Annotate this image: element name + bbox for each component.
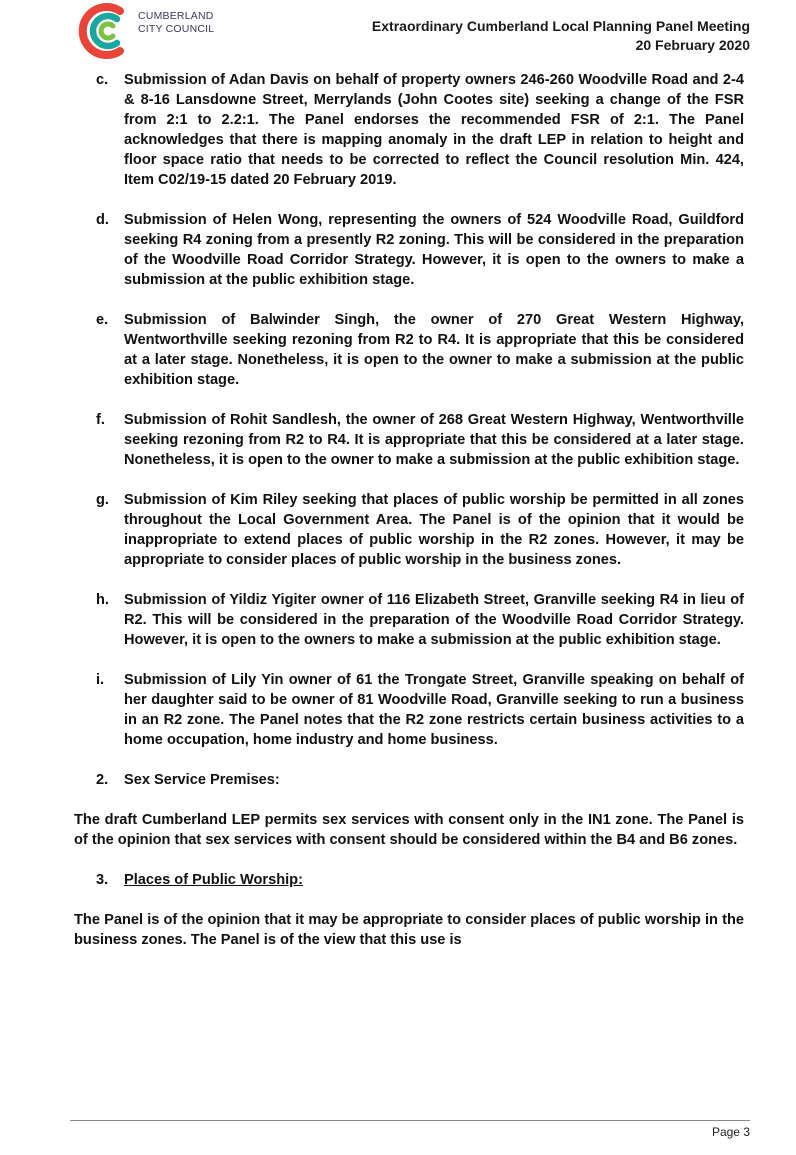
- meeting-title: Extraordinary Cumberland Local Planning Panel Meeting: [371, 18, 750, 34]
- council-name: [138, 10, 214, 36]
- council-name-line2: CITY COUNCIL: [138, 23, 215, 35]
- item-label: g.: [96, 492, 109, 508]
- item-text: Submission of Kim Riley seeking that places of public worship be permitted in all zones throughout the Local Government Area. The Panel is of the opinion that it would be inappropriate to extend places of public worship in the R2 zones. However, it may be appropriate to consider places of public worship in the business zones.: [124, 492, 744, 568]
- item-label: h.: [96, 592, 109, 608]
- footer-divider: [70, 1120, 750, 1121]
- list-item: [74, 310, 744, 390]
- section-title: Places of Public Worship:: [124, 872, 303, 888]
- cumberland-logo-icon: [74, 2, 136, 60]
- item-label: i.: [96, 672, 105, 688]
- list-item: [74, 210, 744, 290]
- page-header: [70, 0, 750, 62]
- item-text: Submission of Rohit Sandlesh, the owner of 268 Great Western Highway, Wentworthville seeking rezoning from R2 to R4. It is appropriate that this be considered at a later stage. Nonetheless, it is open to the owner to make a submission at the public exhibition stage.: [124, 412, 744, 468]
- item-label: d.: [96, 212, 109, 228]
- item-text: Submission of Lily Yin owner of 61 the Trongate Street, Granville speaking on behalf of her daughter said to be owner of 81 Woodville Road, Granville seeking to run a business in an R2 zone. The Panel notes that the R2 zone restricts certain business activities to a home occupation, home industry and home business.: [124, 672, 744, 748]
- document-body: [74, 70, 744, 950]
- item-label: f.: [96, 412, 105, 428]
- council-name-line1: CUMBERLAND: [138, 10, 214, 22]
- item-label: e.: [96, 312, 109, 328]
- item-text: Submission of Yildiz Yigiter owner of 116 Elizabeth Street, Granville seeking R4 in lieu of R2. This will be considered in the preparation of the Woodville Road Corridor Strategy. However, it is open to the owners to make a submission at the public exhibition stage.: [124, 592, 744, 648]
- section-number: 3.: [96, 872, 109, 888]
- list-item: [74, 490, 744, 570]
- item-text: Submission of Adan Davis on behalf of property owners 246-260 Woodville Road and 2-4 & 8-16 Lansdowne Street, Merrylands (John Cootes site) seeking a change of the FSR from 2:1 to 2.2:1. The Panel endorses the recommended FSR of 2:1. The Panel acknowledges that there is mapping anomaly in the draft LEP in relation to height and floor space ratio that needs to be corrected to reflect the Council resolution Min. 424, Item C02/19-15 dated 20 February 2019.: [124, 72, 744, 188]
- meeting-info: [372, 17, 750, 55]
- section-paragraph: The draft Cumberland LEP permits sex services with consent only in the IN1 zone. The Panel is of the opinion that sex services with consent should be considered within the B4 and B6 zones.: [74, 812, 744, 848]
- list-item: [74, 410, 744, 470]
- page-number: Page 3: [711, 1125, 750, 1139]
- list-item: [74, 70, 744, 190]
- section-heading: [74, 870, 744, 890]
- item-label: c.: [96, 72, 109, 88]
- section-heading: [74, 770, 744, 790]
- meeting-date: 20 February 2020: [635, 37, 750, 53]
- list-item: [74, 590, 744, 650]
- section-paragraph: The Panel is of the opinion that it may be appropriate to consider places of public worship in the business zones. The Panel is of the view that this use is: [74, 912, 744, 948]
- list-item: [74, 670, 744, 750]
- section-title: Sex Service Premises:: [124, 772, 280, 788]
- item-text: Submission of Helen Wong, representing the owners of 524 Woodville Road, Guildford seeking R4 zoning from a presently R2 zoning. This will be considered in the preparation of the Woodville Road Corridor Strategy. However, it is open to the owners to make a submission at the public exhibition stage.: [124, 212, 744, 288]
- section-number: 2.: [96, 772, 109, 788]
- item-text: Submission of Balwinder Singh, the owner of 270 Great Western Highway, Wentworthville seeking rezoning from R2 to R4. It is appropriate that this be considered at a later stage. Nonetheless, it is open to the owner to make a submission at the public exhibition stage.: [124, 312, 744, 388]
